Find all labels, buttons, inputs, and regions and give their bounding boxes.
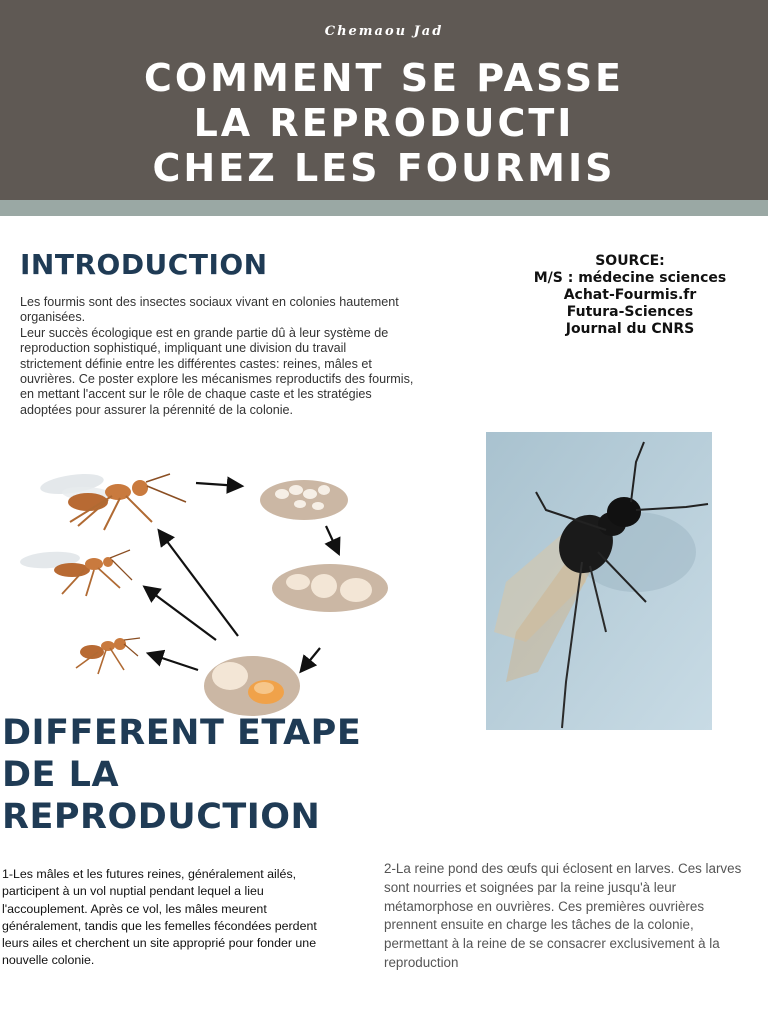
title-line: COMMENT SE PASSE — [143, 56, 625, 100]
introduction-line: ouvrières. Ce poster explore les mécanismes reproductifs des fourmis, — [20, 372, 414, 387]
introduction-text — [20, 295, 465, 418]
source-heading: SOURCE: — [595, 253, 665, 269]
poster-title — [0, 56, 768, 191]
header-stripe — [0, 200, 768, 216]
introduction-line: Leur succès écologique est en grande partie dû à leur système de — [20, 325, 389, 340]
winged-male-ant-icon — [20, 550, 132, 596]
introduction-line: Les fourmis sont des insectes sociaux vivant en colonies hautement — [20, 295, 399, 309]
life-cycle-diagram — [0, 430, 470, 720]
introduction-line: reproduction sophistiqué, impliquant une division du travail — [20, 341, 347, 356]
author-name: Chemaou Jad — [324, 24, 444, 39]
steps-heading-line: REPRODUCTION — [2, 797, 321, 837]
worker-ant-icon — [76, 638, 140, 674]
step-1-text: 1-Les mâles et les futures reines, généralement ailés, participent à un vol nuptial pendant lequel a lieu l'accouplement. Après ce vol, les mâles meurent généralement, tandis que les femelles fécondées perdent leurs ailes et cherchent un site approprié pour fonder une nouvelle colonie. — [2, 867, 317, 968]
step-2-text: 2-La reine pond des œufs qui éclosent en larves. Ces larves sont nourries et soignées par la reine jusqu'à leur métamorphose en ouvrières. Ces premières ouvrières prennent ensuite en charge les tâches de la colonie, permettant à la reine de se consacrer exclusivement à la reproduction — [384, 861, 742, 970]
introduction-line: adoptées pour assurer la pérennité de la colonie. — [20, 402, 294, 417]
source-item: Achat-Fourmis.fr — [563, 287, 697, 303]
winged-queen-ant-icon — [39, 471, 186, 530]
introduction-line: en mettant l'accent sur le rôle de chaque caste et les stratégies — [20, 387, 372, 402]
steps-heading-line: DE LA — [2, 755, 120, 795]
eggs-icon — [260, 480, 348, 520]
introduction-line: organisées. — [20, 310, 86, 325]
introduction-heading: INTRODUCTION — [20, 248, 268, 281]
source-item: M/S : médecine sciences — [533, 270, 727, 286]
larvae-icon — [272, 564, 388, 612]
source-item: Futura-Sciences — [566, 304, 694, 320]
pupae-icon — [204, 656, 300, 716]
ant-photo — [486, 432, 712, 730]
source-list — [500, 253, 760, 338]
steps-heading-line: DIFFERENT ETAPE — [2, 713, 362, 753]
source-item: Journal du CNRS — [565, 321, 695, 337]
steps-heading — [2, 712, 361, 838]
introduction-line: strictement définie entre les différentes castes: reines, mâles et — [20, 356, 372, 371]
title-line: LA REPRODUCTI — [193, 101, 575, 145]
title-line: CHEZ LES FOURMIS — [152, 146, 616, 190]
